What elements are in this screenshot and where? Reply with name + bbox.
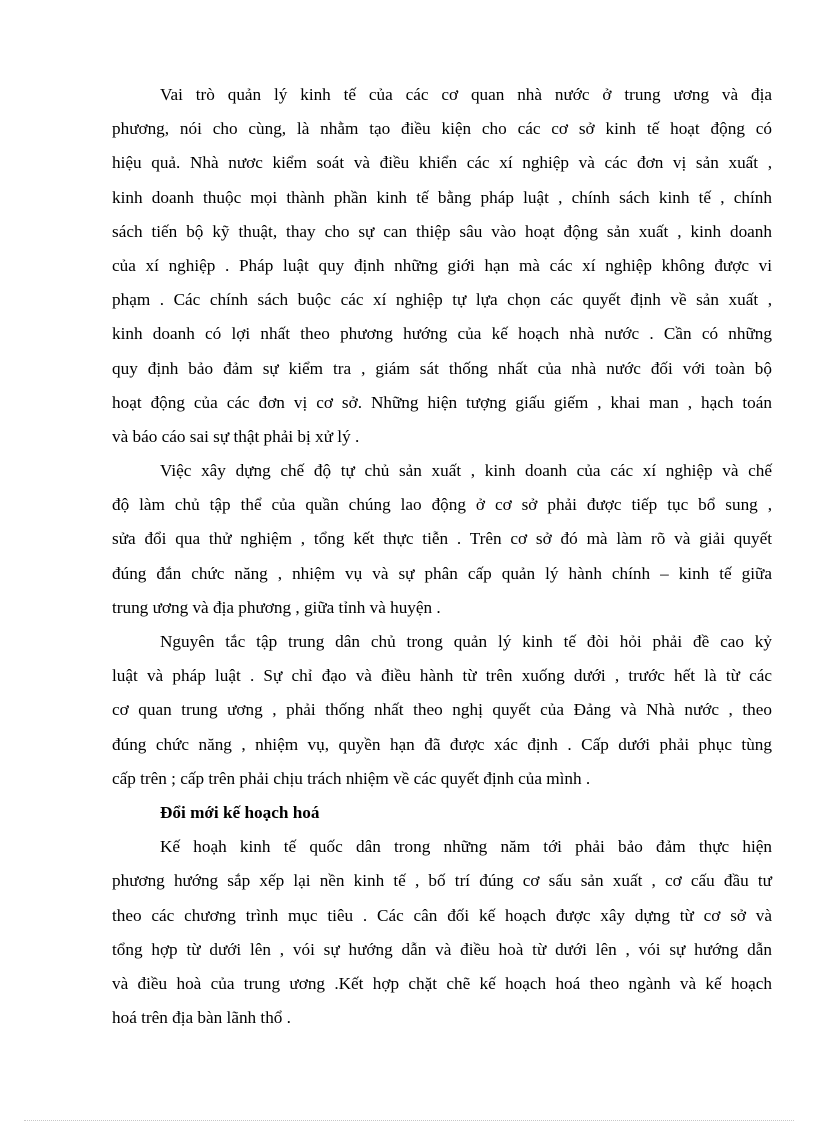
paragraph-line: Việc xây dựng chế độ tự chủ sản xuất , kinh doanh của các xí nghiệp và chế [160, 461, 772, 481]
paragraph-1 [112, 78, 772, 454]
paragraph-line: độ làm chủ tập thể của quần chúng lao động ở cơ sở phải được tiếp tục bổ sung , [112, 495, 772, 515]
paragraph-line: cấp trên ; cấp trên phải chịu trách nhiệm về các quyết định của mình . [112, 768, 591, 788]
paragraph-line: sách tiến bộ kỹ thuật, thay cho sự can thiệp sâu vào hoạt động sản xuất , kinh doanh [112, 221, 772, 241]
paragraph-line: Kế hoạh kinh tế quốc dân trong những năm tới phải bảo đảm thực hiện [160, 837, 772, 857]
paragraph-line: phương, nói cho cùng, là nhằm tạo điều kiện cho các cơ sở kinh tế hoạt động có [112, 119, 772, 139]
paragraph-3 [112, 625, 772, 796]
paragraph-line: luật và pháp luật . Sự chỉ đạo và điều hành từ trên xuống dưới , trước hết là từ các [112, 666, 772, 686]
paragraph-line: sửa đổi qua thử nghiệm , tổng kết thực tiễn . Trên cơ sở đó mà làm rõ và giải quyết [112, 529, 772, 549]
paragraph-line: trung ương và địa phương , giữa tỉnh và huyện . [112, 597, 441, 617]
paragraph-line: hiệu quả. Nhà nươc kiểm soát và điều khiển các xí nghiệp và các đơn vị sản xuất , [112, 153, 772, 173]
paragraph-line: đúng chức năng , nhiệm vụ, quyền hạn đã được xác định . Cấp dưới phải phục tùng [112, 734, 772, 754]
paragraph-line: của xí nghiệp . Pháp luật quy định những giới hạn mà các xí nghiệp không được vi [112, 255, 772, 275]
page-bottom-rule [24, 1120, 794, 1121]
paragraph-line: hoạt động của các đơn vị cơ sở. Những hiện tượng giấu giếm , khai man , hạch toán [112, 392, 772, 412]
paragraph-2 [112, 454, 772, 625]
paragraph-line: phương hướng sắp xếp lại nền kinh tế , bố trí đúng cơ sấu sản xuất , cơ cấu đầu tư [112, 871, 772, 891]
paragraph-4 [112, 830, 772, 1035]
paragraph-line: kinh doanh thuộc mọi thành phần kinh tế bằng pháp luật , chính sách kinh tế , chính [112, 187, 772, 207]
paragraph-line: kinh doanh có lợi nhất theo phương hướng của kế hoạch nhà nước . Cần có những [112, 324, 772, 344]
paragraph-line: phạm . Các chính sách buộc các xí nghiệp tự lựa chọn các quyết định về sản xuất , [112, 290, 772, 310]
paragraph-line: đúng đắn chức năng , nhiệm vụ và sự phân cấp quản lý hành chính – kinh tế giữa [112, 563, 772, 583]
paragraph-line: và báo cáo sai sự thật phải bị xử lý . [112, 426, 360, 446]
paragraph-line: tổng hợp từ dưới lên , vói sự hướng dẫn và điều hoà từ dưới lên , vói sự hướng dẫn [112, 939, 772, 959]
paragraph-line: quy định bảo đảm sự kiểm tra , giám sát thống nhất của nhà nước đối với toàn bộ [112, 358, 772, 378]
document-body [112, 78, 772, 1035]
paragraph-line: Nguyên tắc tập trung dân chủ trong quản lý kinh tế đòi hỏi phải đề cao kỷ [160, 632, 772, 651]
paragraph-line: hoá trên địa bàn lãnh thổ . [112, 1008, 291, 1028]
paragraph-line: theo các chương trình mục tiêu . Các cân đối kế hoạch được xây dựng từ cơ sở và [112, 905, 772, 925]
paragraph-line: Vai trò quản lý kinh tế của các cơ quan nhà nước ở trung ương và địa [160, 85, 772, 104]
section-heading: Đổi mới kế hoạch hoá [160, 802, 320, 822]
paragraph-line: cơ quan trung ương , phải thống nhất theo nghị quyết của Đảng và Nhà nước , theo [112, 700, 772, 720]
paragraph-line: và điều hoà của trung ương .Kết hợp chặt chẽ kế hoạch hoá theo ngành và kế hoạch [112, 973, 772, 993]
